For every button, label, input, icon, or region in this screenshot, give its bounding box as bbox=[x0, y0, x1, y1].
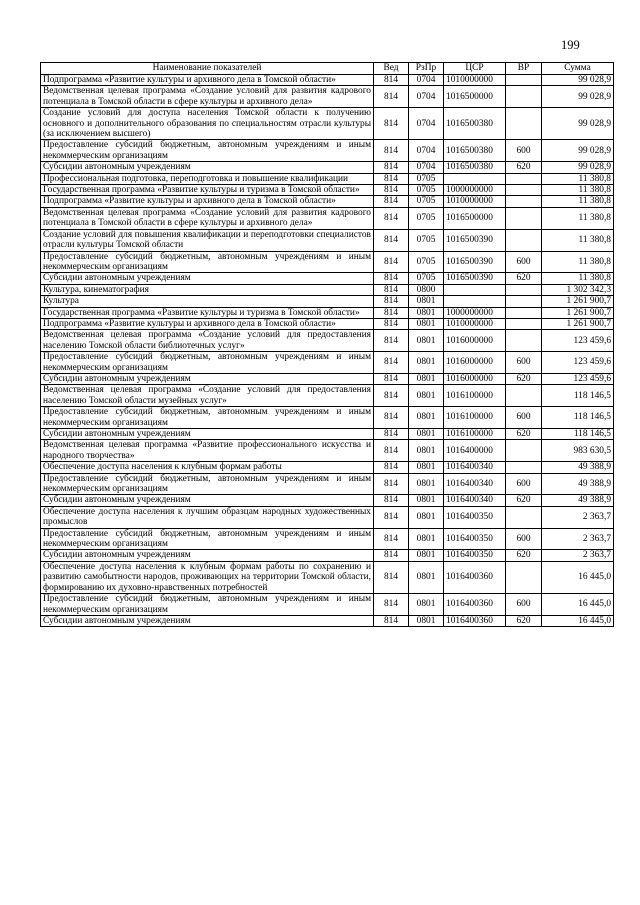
cell-csr bbox=[444, 284, 506, 295]
cell-csr: 1016100000 bbox=[444, 429, 506, 440]
cell-ved: 814 bbox=[374, 506, 409, 528]
cell-sum: 123 459,6 bbox=[542, 373, 614, 384]
cell-vr bbox=[506, 185, 542, 196]
cell-vr bbox=[506, 229, 542, 251]
cell-rzpr: 0800 bbox=[409, 284, 444, 295]
cell-sum: 99 028,9 bbox=[542, 86, 614, 108]
cell-ved: 814 bbox=[374, 440, 409, 462]
table-row bbox=[41, 296, 614, 307]
cell-sum: 49 388,9 bbox=[542, 495, 614, 506]
cell-sum: 16 445,0 bbox=[542, 594, 614, 616]
cell-rzpr: 0704 bbox=[409, 86, 444, 108]
cell-sum: 11 380,8 bbox=[542, 173, 614, 184]
table-row bbox=[41, 75, 614, 86]
cell-rzpr: 0705 bbox=[409, 185, 444, 196]
cell-name: Субсидии автономным учреждениям bbox=[41, 495, 374, 506]
cell-csr: 1016400000 bbox=[444, 440, 506, 462]
cell-ved: 814 bbox=[374, 196, 409, 207]
cell-sum: 118 146,5 bbox=[542, 385, 614, 407]
cell-sum: 2 363,7 bbox=[542, 506, 614, 528]
cell-vr bbox=[506, 173, 542, 184]
cell-name: Создание условий для доступа населения Томской области к получению основного и дополнительного образования по специальностям отрасли культуры (за исключением высшего) bbox=[41, 108, 374, 140]
cell-name: Предоставление субсидий бюджетным, автономным учреждениям и иным некоммерческим организациям bbox=[41, 407, 374, 429]
cell-rzpr: 0704 bbox=[409, 162, 444, 173]
cell-ved: 814 bbox=[374, 594, 409, 616]
cell-ved: 814 bbox=[374, 462, 409, 473]
cell-ved: 814 bbox=[374, 307, 409, 318]
table-row bbox=[41, 185, 614, 196]
cell-vr bbox=[506, 462, 542, 473]
table-header bbox=[41, 63, 614, 75]
cell-ved: 814 bbox=[374, 284, 409, 295]
cell-vr bbox=[506, 561, 542, 593]
cell-csr: 1016400340 bbox=[444, 495, 506, 506]
cell-name: Предоставление субсидий бюджетным, автономным учреждениям и иным некоммерческим организациям bbox=[41, 594, 374, 616]
table-row bbox=[41, 506, 614, 528]
table-row bbox=[41, 140, 614, 162]
cell-vr: 600 bbox=[506, 594, 542, 616]
cell-name: Ведомственная целевая программа «Создание условий для развития кадрового потенциала в Томской области в сфере культуры и архивного дела» bbox=[41, 86, 374, 108]
cell-csr: 1000000000 bbox=[444, 185, 506, 196]
cell-ved: 814 bbox=[374, 296, 409, 307]
cell-ved: 814 bbox=[374, 550, 409, 561]
cell-ved: 814 bbox=[374, 407, 409, 429]
table-row bbox=[41, 207, 614, 229]
cell-ved: 814 bbox=[374, 429, 409, 440]
cell-csr: 1016500380 bbox=[444, 108, 506, 140]
cell-ved: 814 bbox=[374, 162, 409, 173]
cell-name: Создание условий для повышения квалификации и переподготовки специалистов отрасли культуры Томской области bbox=[41, 229, 374, 251]
cell-vr: 620 bbox=[506, 615, 542, 626]
cell-csr: 1016500380 bbox=[444, 162, 506, 173]
cell-ved: 814 bbox=[374, 473, 409, 495]
cell-name: Субсидии автономным учреждениям bbox=[41, 273, 374, 284]
cell-ved: 814 bbox=[374, 615, 409, 626]
cell-csr: 1016400360 bbox=[444, 561, 506, 593]
cell-csr: 1016100000 bbox=[444, 407, 506, 429]
cell-ved: 814 bbox=[374, 495, 409, 506]
cell-sum: 11 380,8 bbox=[542, 251, 614, 273]
cell-rzpr: 0801 bbox=[409, 429, 444, 440]
column-header-ved: Вед bbox=[374, 63, 409, 75]
cell-ved: 814 bbox=[374, 561, 409, 593]
cell-sum: 1 302 342,3 bbox=[542, 284, 614, 295]
cell-sum: 11 380,8 bbox=[542, 185, 614, 196]
cell-vr: 600 bbox=[506, 473, 542, 495]
table-row bbox=[41, 330, 614, 352]
cell-sum: 16 445,0 bbox=[542, 561, 614, 593]
cell-vr bbox=[506, 207, 542, 229]
cell-rzpr: 0704 bbox=[409, 108, 444, 140]
cell-name: Предоставление субсидий бюджетным, автономным учреждениям и иным некоммерческим организациям bbox=[41, 473, 374, 495]
cell-sum: 99 028,9 bbox=[542, 162, 614, 173]
cell-vr: 620 bbox=[506, 429, 542, 440]
cell-ved: 814 bbox=[374, 528, 409, 550]
cell-sum: 11 380,8 bbox=[542, 273, 614, 284]
cell-sum: 11 380,8 bbox=[542, 196, 614, 207]
cell-ved: 814 bbox=[374, 330, 409, 352]
table-row bbox=[41, 307, 614, 318]
cell-name: Государственная программа «Развитие культуры и туризма в Томской области» bbox=[41, 185, 374, 196]
table-row bbox=[41, 385, 614, 407]
table-row bbox=[41, 373, 614, 384]
cell-sum: 123 459,6 bbox=[542, 352, 614, 374]
cell-ved: 814 bbox=[374, 185, 409, 196]
cell-csr: 1016500390 bbox=[444, 251, 506, 273]
cell-rzpr: 0705 bbox=[409, 229, 444, 251]
cell-rzpr: 0801 bbox=[409, 330, 444, 352]
cell-name: Предоставление субсидий бюджетным, автономным учреждениям и иным некоммерческим организациям bbox=[41, 140, 374, 162]
cell-rzpr: 0705 bbox=[409, 273, 444, 284]
cell-vr: 620 bbox=[506, 550, 542, 561]
cell-rzpr: 0801 bbox=[409, 440, 444, 462]
cell-name: Субсидии автономным учреждениям bbox=[41, 373, 374, 384]
cell-name: Субсидии автономным учреждениям bbox=[41, 162, 374, 173]
cell-vr bbox=[506, 506, 542, 528]
cell-rzpr: 0801 bbox=[409, 495, 444, 506]
cell-vr: 620 bbox=[506, 273, 542, 284]
cell-vr bbox=[506, 440, 542, 462]
cell-ved: 814 bbox=[374, 318, 409, 329]
cell-rzpr: 0801 bbox=[409, 561, 444, 593]
cell-csr: 1010000000 bbox=[444, 75, 506, 86]
cell-rzpr: 0801 bbox=[409, 296, 444, 307]
table-row bbox=[41, 429, 614, 440]
table-row bbox=[41, 352, 614, 374]
cell-csr: 1000000000 bbox=[444, 307, 506, 318]
cell-csr bbox=[444, 173, 506, 184]
cell-csr: 1016400340 bbox=[444, 462, 506, 473]
cell-ved: 814 bbox=[374, 140, 409, 162]
cell-sum: 99 028,9 bbox=[542, 75, 614, 86]
cell-name: Предоставление субсидий бюджетным, автономным учреждениям и иным некоммерческим организациям bbox=[41, 528, 374, 550]
cell-rzpr: 0801 bbox=[409, 318, 444, 329]
cell-vr: 620 bbox=[506, 495, 542, 506]
cell-sum: 2 363,7 bbox=[542, 528, 614, 550]
cell-csr: 1016400360 bbox=[444, 594, 506, 616]
cell-rzpr: 0801 bbox=[409, 307, 444, 318]
cell-vr: 620 bbox=[506, 373, 542, 384]
cell-sum: 99 028,9 bbox=[542, 108, 614, 140]
cell-vr bbox=[506, 196, 542, 207]
cell-rzpr: 0705 bbox=[409, 196, 444, 207]
cell-name: Культура, кинематография bbox=[41, 284, 374, 295]
cell-vr: 600 bbox=[506, 407, 542, 429]
table-row bbox=[41, 162, 614, 173]
cell-csr: 1016400360 bbox=[444, 615, 506, 626]
cell-vr bbox=[506, 86, 542, 108]
column-header-vr: ВР bbox=[506, 63, 542, 75]
cell-rzpr: 0801 bbox=[409, 462, 444, 473]
cell-vr bbox=[506, 318, 542, 329]
cell-name: Профессиональная подготовка, переподготовка и повышение квалификации bbox=[41, 173, 374, 184]
cell-csr: 1016500000 bbox=[444, 207, 506, 229]
table-row bbox=[41, 108, 614, 140]
cell-rzpr: 0801 bbox=[409, 373, 444, 384]
table-row bbox=[41, 251, 614, 273]
cell-sum: 2 363,7 bbox=[542, 550, 614, 561]
cell-vr bbox=[506, 307, 542, 318]
cell-rzpr: 0705 bbox=[409, 251, 444, 273]
budget-table bbox=[40, 62, 614, 627]
cell-vr bbox=[506, 385, 542, 407]
cell-name: Культура bbox=[41, 296, 374, 307]
cell-name: Обеспечение доступа населения к клубным формам работы по сохранению и развитию самобытности народов, проживающих на территории Томской области, формированию их духовно-нравственных потребностей bbox=[41, 561, 374, 593]
table-row bbox=[41, 196, 614, 207]
cell-ved: 814 bbox=[374, 173, 409, 184]
table-row bbox=[41, 86, 614, 108]
cell-sum: 118 146,5 bbox=[542, 429, 614, 440]
table-row bbox=[41, 615, 614, 626]
cell-sum: 16 445,0 bbox=[542, 615, 614, 626]
cell-ved: 814 bbox=[374, 385, 409, 407]
cell-vr bbox=[506, 296, 542, 307]
cell-name: Обеспечение доступа населения к клубным формам работы bbox=[41, 462, 374, 473]
cell-ved: 814 bbox=[374, 251, 409, 273]
table-row bbox=[41, 473, 614, 495]
cell-csr: 1010000000 bbox=[444, 196, 506, 207]
table-row bbox=[41, 495, 614, 506]
cell-rzpr: 0704 bbox=[409, 140, 444, 162]
cell-name: Ведомственная целевая программа «Создание условий для предоставления населению Томской области библиотечных услуг» bbox=[41, 330, 374, 352]
cell-vr bbox=[506, 284, 542, 295]
cell-name: Ведомственная целевая программа «Создание условий для развития кадрового потенциала в Томской области в сфере культуры и архивного дела» bbox=[41, 207, 374, 229]
cell-sum: 49 388,9 bbox=[542, 462, 614, 473]
cell-rzpr: 0801 bbox=[409, 473, 444, 495]
cell-csr: 1016400350 bbox=[444, 550, 506, 561]
table-row bbox=[41, 318, 614, 329]
table-body bbox=[41, 75, 614, 627]
cell-sum: 1 261 900,7 bbox=[542, 307, 614, 318]
cell-rzpr: 0801 bbox=[409, 528, 444, 550]
cell-vr bbox=[506, 330, 542, 352]
cell-csr: 1016400350 bbox=[444, 528, 506, 550]
table-row bbox=[41, 462, 614, 473]
table-row bbox=[41, 528, 614, 550]
cell-sum: 1 261 900,7 bbox=[542, 318, 614, 329]
cell-ved: 814 bbox=[374, 273, 409, 284]
cell-name: Ведомственная целевая программа «Развитие профессионального искусства и народного творчества» bbox=[41, 440, 374, 462]
cell-name: Подпрограмма «Развитие культуры и архивного дела в Томской области» bbox=[41, 318, 374, 329]
cell-sum: 11 380,8 bbox=[542, 229, 614, 251]
cell-csr: 1010000000 bbox=[444, 318, 506, 329]
cell-vr: 600 bbox=[506, 140, 542, 162]
cell-rzpr: 0801 bbox=[409, 550, 444, 561]
column-header-sum: Сумма bbox=[542, 63, 614, 75]
cell-csr: 1016000000 bbox=[444, 352, 506, 374]
cell-name: Подпрограмма «Развитие культуры и архивного дела в Томской области» bbox=[41, 196, 374, 207]
cell-vr: 600 bbox=[506, 251, 542, 273]
cell-csr: 1016000000 bbox=[444, 330, 506, 352]
cell-csr: 1016100000 bbox=[444, 385, 506, 407]
table-row bbox=[41, 273, 614, 284]
cell-ved: 814 bbox=[374, 373, 409, 384]
cell-ved: 814 bbox=[374, 86, 409, 108]
cell-csr: 1016500390 bbox=[444, 229, 506, 251]
cell-name: Предоставление субсидий бюджетным, автономным учреждениям и иным некоммерческим организациям bbox=[41, 352, 374, 374]
cell-name: Субсидии автономным учреждениям bbox=[41, 429, 374, 440]
header-row bbox=[41, 63, 614, 75]
cell-sum: 1 261 900,7 bbox=[542, 296, 614, 307]
cell-rzpr: 0801 bbox=[409, 385, 444, 407]
cell-rzpr: 0801 bbox=[409, 506, 444, 528]
cell-sum: 123 459,6 bbox=[542, 330, 614, 352]
cell-vr bbox=[506, 108, 542, 140]
cell-ved: 814 bbox=[374, 108, 409, 140]
cell-ved: 814 bbox=[374, 75, 409, 86]
page-number: 199 bbox=[561, 38, 580, 52]
column-header-csr: ЦСР bbox=[444, 63, 506, 75]
cell-sum: 99 028,9 bbox=[542, 140, 614, 162]
cell-vr bbox=[506, 75, 542, 86]
cell-csr: 1016500380 bbox=[444, 140, 506, 162]
table-row bbox=[41, 407, 614, 429]
cell-csr: 1016400350 bbox=[444, 506, 506, 528]
cell-rzpr: 0801 bbox=[409, 615, 444, 626]
cell-name: Государственная программа «Развитие культуры и туризма в Томской области» bbox=[41, 307, 374, 318]
cell-vr: 600 bbox=[506, 352, 542, 374]
cell-name: Подпрограмма «Развитие культуры и архивного дела в Томской области» bbox=[41, 75, 374, 86]
table-row bbox=[41, 594, 614, 616]
cell-csr: 1016500390 bbox=[444, 273, 506, 284]
cell-rzpr: 0801 bbox=[409, 352, 444, 374]
cell-name: Субсидии автономным учреждениям bbox=[41, 550, 374, 561]
cell-ved: 814 bbox=[374, 229, 409, 251]
cell-rzpr: 0704 bbox=[409, 75, 444, 86]
column-header-name: Наименование показателей bbox=[41, 63, 374, 75]
cell-rzpr: 0801 bbox=[409, 594, 444, 616]
cell-rzpr: 0705 bbox=[409, 207, 444, 229]
table-row bbox=[41, 561, 614, 593]
cell-csr: 1016400340 bbox=[444, 473, 506, 495]
cell-sum: 49 388,9 bbox=[542, 473, 614, 495]
cell-rzpr: 0705 bbox=[409, 173, 444, 184]
cell-name: Обеспечение доступа населения к лучшим образцам народных художественных промыслов bbox=[41, 506, 374, 528]
cell-name: Ведомственная целевая программа «Создание условий для предоставления населению Томской области музейных услуг» bbox=[41, 385, 374, 407]
cell-vr: 600 bbox=[506, 528, 542, 550]
column-header-rzpr: РзПр bbox=[409, 63, 444, 75]
cell-csr bbox=[444, 296, 506, 307]
table-row bbox=[41, 284, 614, 295]
cell-ved: 814 bbox=[374, 352, 409, 374]
table-row bbox=[41, 550, 614, 561]
cell-name: Предоставление субсидий бюджетным, автономным учреждениям и иным некоммерческим организациям bbox=[41, 251, 374, 273]
cell-sum: 118 146,5 bbox=[542, 407, 614, 429]
cell-rzpr: 0801 bbox=[409, 407, 444, 429]
cell-sum: 11 380,8 bbox=[542, 207, 614, 229]
table-row bbox=[41, 229, 614, 251]
cell-ved: 814 bbox=[374, 207, 409, 229]
table-row bbox=[41, 440, 614, 462]
cell-csr: 1016500000 bbox=[444, 86, 506, 108]
cell-vr: 620 bbox=[506, 162, 542, 173]
cell-sum: 983 630,5 bbox=[542, 440, 614, 462]
table-row bbox=[41, 173, 614, 184]
cell-name: Субсидии автономным учреждениям bbox=[41, 615, 374, 626]
cell-csr: 1016000000 bbox=[444, 373, 506, 384]
